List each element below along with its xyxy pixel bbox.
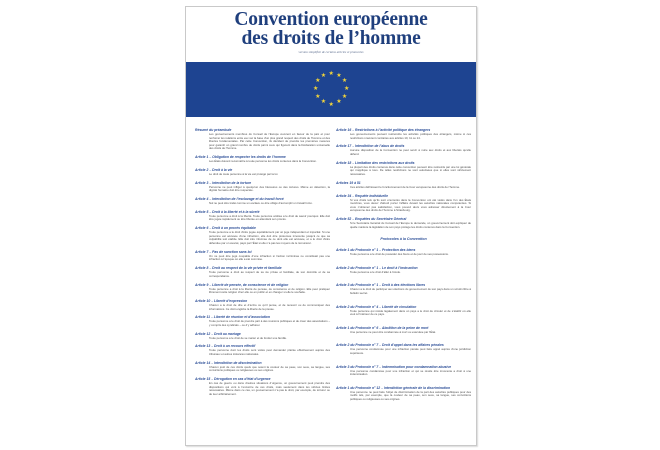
article-section bbox=[336, 144, 471, 156]
star-icon: ★ bbox=[315, 93, 321, 100]
article-heading: Article 14 – Interdiction de discrimination bbox=[195, 360, 262, 365]
article-section bbox=[195, 266, 330, 278]
article-text: Toute personne dont les droits sont violés peut demander plainte effectivement auprès des tribunaux et autres instances nationales. bbox=[209, 348, 330, 357]
article-heading: Article 1 du Protocole n° 1 – Protection des biens bbox=[336, 248, 416, 253]
article-text: On ne peut être jugé coupable d’une infraction si l’action incriminée ne constituait pas une infraction à l’époque où elle a été commise. bbox=[209, 253, 330, 262]
article-text: Ces articles définissent le fonctionnement de la Cour européenne des droits de l’homme. bbox=[350, 184, 460, 189]
article-heading: Article 3 du Protocole n° 1 – Droit à des élections libres bbox=[336, 283, 426, 288]
protocols-heading: Protocoles à la Convention bbox=[380, 237, 427, 242]
article-section bbox=[336, 266, 471, 275]
article-text: Les gouvernements membres du Conseil de l’Europe œuvrent en faveur de la paix et pour renforcer les relations entre eux sur la base d’un plus grand respect des droits de l’homme et des libertés fondamentales. Par cette Convention, ils décident de prendre les premières mesures pour garantir un grand nombre de droits parmi ceux qui figurent dans la Déclaration universelle des droits de l’homme. bbox=[209, 132, 330, 151]
article-section bbox=[195, 250, 330, 262]
article-heading: Résumé du préambule bbox=[195, 128, 232, 132]
article-text: Toute personne a le droit d’être jugée équitablement par un juge indépendant et impartial. Si une personne est accusée d’une infraction, elle doit être présumée innocente jusqu’à ce que sa culpabilité soit établie. Elle doit être informée de ce dont elle est accusée, et a le droit d’être défendue par un avocat, payé par l’État si elle n’a pas les moyens de le rémunérer. bbox=[209, 230, 330, 246]
article-text: Toute personne a droit à la liberté de pensée, de conscience et de religion. Elle peut pratiquer librement cette religion chez elle ou en public et en changer si elle le souhaite. bbox=[209, 286, 330, 295]
left-column bbox=[195, 128, 330, 401]
article-section bbox=[336, 217, 471, 229]
article-section bbox=[195, 197, 330, 206]
star-icon: ★ bbox=[344, 86, 350, 92]
article-text: Chacun a le droit de dire et d’écrire ce qu’il pense, et de recevoir ou de communiquer des informations. Ce droit englobe la liberté de la presse. bbox=[209, 302, 330, 311]
article-section bbox=[195, 361, 330, 373]
article-heading: Article 18 – Limitation des restrictions aux droits bbox=[336, 160, 415, 165]
article-text: Une personne condamnée pour une infraction pénale peut faire appel auprès d’une juridiction supérieure. bbox=[350, 347, 471, 355]
article-section bbox=[336, 343, 471, 355]
article-heading: Article 1 – Obligation de respecter les droits de l’homme bbox=[195, 155, 286, 160]
article-heading: Article 2 du Protocole n° 7 – Droit d’appel dans les affaires pénales bbox=[336, 343, 444, 348]
article-section bbox=[195, 377, 330, 396]
article-heading: Article 5 – Droit à la liberté et à la sûreté bbox=[195, 209, 260, 214]
article-section bbox=[195, 299, 330, 311]
article-heading: Article 6 – Droit à un procès équitable bbox=[195, 226, 256, 231]
article-section bbox=[195, 155, 330, 164]
article-text: Les États doivent reconnaître à toute personne les droits contenus dans la Convention. bbox=[209, 159, 317, 164]
article-heading: Article 13 – Droit à un recours effectif bbox=[195, 344, 256, 349]
article-heading: Article 1 du Protocole n° 12 – Interdiction générale de la discrimination bbox=[336, 385, 451, 390]
article-text: Toute personne a droit au respect de sa vie privée et familiale, de son domicile et de sa correspondance. bbox=[209, 270, 330, 278]
article-heading: Articles 19 à 51 bbox=[336, 180, 361, 185]
title-line-1: Convention européenne bbox=[234, 9, 428, 30]
article-text: Toute personne a droit à la liberté. Toute personne arrêtée a le droit de savoir pourquoi. Elle doit être jugée rapidement ou être libérée en attendant son procès. bbox=[209, 213, 330, 222]
european-flag bbox=[186, 62, 476, 117]
article-section bbox=[336, 128, 471, 140]
article-text: Toute personne qui réside légalement dans un pays a le droit de circuler et de s’établir où elle veut à l’intérieur de ce pays. bbox=[350, 308, 471, 317]
article-text: Chacun a le droit de participer aux élections du gouvernement de son pays dans un scrutin libre à bulletin secret. bbox=[350, 287, 471, 296]
star-icon: ★ bbox=[320, 99, 327, 106]
article-heading: Article 4 – Interdiction de l’esclavage et du travail forcé bbox=[195, 197, 284, 202]
article-section bbox=[195, 226, 330, 245]
article-text: La plupart des droits contenus dans cette convention peuvent être restreints par une loi générale qui s’applique à tous. De telles restrictions ne sont autorisées que si elles sont strictement nécessaires. bbox=[350, 164, 471, 176]
article-section bbox=[195, 344, 330, 356]
star-icon: ★ bbox=[315, 78, 321, 85]
star-icon: ★ bbox=[341, 78, 348, 85]
star-icon: ★ bbox=[336, 72, 342, 79]
article-heading: Article 9 – Liberté de pensée, de conscience et de religion bbox=[195, 282, 289, 287]
article-heading: Article 3 du Protocole n° 7 – Indemnisation pour condamnation abusive bbox=[336, 364, 452, 369]
article-text: Nul ne peut être traité comme un esclave ou être obligé d’accomplir un travail forcé. bbox=[209, 201, 313, 206]
article-heading: Article 10 – Liberté d’expression bbox=[195, 298, 248, 303]
article-text: Une personne ne peut faire l’objet de discrimination de la part des autorités publiques pour des motifs tels, par exemple, que la couleur de sa peau, son sexe, sa langue, ses convictions politiques ou religieuses ou ses origines. bbox=[350, 389, 471, 401]
article-heading: Article 16 – Restrictions à l’activité politique des étrangers bbox=[336, 128, 431, 132]
star-icon: ★ bbox=[328, 70, 334, 77]
article-heading: Article 52 – Enquêtes du Secrétaire Général bbox=[336, 217, 407, 222]
article-heading: Article 2 – Droit à la vie bbox=[195, 167, 233, 172]
poster-title bbox=[186, 10, 476, 48]
article-heading: Article 7 – Pas de sanction sans loi bbox=[195, 249, 252, 254]
title-line-2: des droits de l’homme bbox=[241, 28, 421, 49]
poster-subtitle: version simplifiée de certains articles et protocoles bbox=[298, 50, 364, 54]
article-heading: Article 15 – Dérogation en cas d’état d’urgence bbox=[195, 377, 271, 382]
article-text: Si le Secrétaire Général du Conseil de l’Europe le demande, un gouvernement doit expliquer de quelle manière la législation de son pays protège les droits contenus dans la Convention. bbox=[350, 221, 471, 229]
article-heading: Article 2 du Protocole n° 1 – Le droit à l’instruction bbox=[336, 265, 418, 270]
article-heading: Article 3 – Interdiction de la torture bbox=[195, 180, 252, 185]
article-text: Toute personne a le droit de posséder des biens et de jouir de ses possessions. bbox=[350, 252, 449, 257]
article-section bbox=[195, 128, 330, 151]
article-heading: Article 1 du Protocole n° 6 – Abolition de la peine de mort bbox=[336, 325, 429, 330]
article-text: Si vos droits tels qu’ils sont énumérés dans la Convention ont été violés dans l’un des États membres, vous devez d’abord porter l’affaire devant les autorités nationales compétentes. Si vous n’obtenez pas satisfaction, vous pouvez alors vous adresser directement à la Cour européenne des droits de l’homme à Strasbourg. bbox=[350, 197, 471, 213]
article-text: Une personne condamnée pour une infraction et qui se révèle être innocente a droit à une indemnisation. bbox=[350, 368, 471, 377]
article-heading: Article 11 – Liberté de réunion et d’association bbox=[195, 315, 270, 320]
star-icon: ★ bbox=[341, 93, 348, 100]
article-text: Le droit de toute personne à la vie est protégé par la loi. bbox=[209, 171, 279, 176]
star-icon: ★ bbox=[328, 101, 334, 108]
article-text: Une personne ne peut être condamnée à mort ou exécutée par l’État. bbox=[350, 329, 436, 334]
article-text: Toute personne a le droit de se marier et de fonder une famille. bbox=[209, 335, 287, 340]
article-section bbox=[336, 283, 471, 295]
article-section bbox=[336, 181, 471, 190]
article-text: Toute personne a le droit d’aller à l’école. bbox=[350, 269, 401, 274]
article-heading: Article 17 – Interdiction de l’abus de droits bbox=[336, 144, 405, 149]
star-icon: ★ bbox=[313, 86, 319, 92]
article-text: En cas de guerre ou dans d’autres situations d’urgence, un gouvernement peut prendre des dispositions qui vont à l’encontre de ces droits, mais seulement dans les strictes limites nécessaires. Même dans ce cas, un gouvernement n’a pas le droit, par exemple, de torturer ou de tuer arbitrairement. bbox=[209, 381, 330, 396]
article-section bbox=[336, 194, 471, 213]
article-heading: Article 34 – Requête individuelle bbox=[336, 193, 389, 198]
article-heading: Article 2 du Protocole n° 4 – Liberté de circulation bbox=[336, 304, 417, 309]
article-section bbox=[336, 161, 471, 177]
article-section bbox=[336, 326, 471, 335]
article-text: Aucune disposition de la Convention ne peut servir à nuire aux droits et aux libertés qu’elle défend. bbox=[350, 148, 471, 156]
article-section bbox=[195, 332, 330, 341]
article-section bbox=[336, 305, 471, 317]
article-text: Chacun jouit de ces droits quels que soient la couleur de sa peau, son sexe, sa langue, ses convictions politiques ou religieuses ou ses origines. bbox=[209, 364, 330, 373]
article-section bbox=[336, 386, 471, 402]
article-text: Toute personne a le droit de prendre part à des réunions publiques et de créer des associations – y compris des syndicats – ou d’y adhérer. bbox=[209, 319, 330, 327]
article-text: Les gouvernements peuvent restreindre les activités politiques des étrangers, même si ces restrictions s’avèrent contraires aux articles 10, 11 ou 14. bbox=[350, 132, 471, 140]
article-text: Personne ne peut infliger à quelqu’un des blessures ou des tortures. Même en détention, la dignité humaine doit être respectée. bbox=[209, 184, 330, 193]
right-column bbox=[336, 128, 471, 411]
star-circle bbox=[311, 70, 351, 110]
article-heading: Article 8 – Droit au respect de la vie privée et familiale bbox=[195, 266, 282, 271]
article-section bbox=[195, 168, 330, 177]
poster bbox=[185, 6, 477, 446]
article-heading: Article 12 – Droit au mariage bbox=[195, 331, 241, 336]
article-section bbox=[195, 181, 330, 193]
article-section bbox=[336, 365, 471, 377]
article-section bbox=[336, 248, 471, 257]
star-icon: ★ bbox=[336, 99, 342, 106]
article-section bbox=[195, 283, 330, 295]
star-icon: ★ bbox=[320, 72, 327, 79]
article-section bbox=[195, 210, 330, 222]
article-section bbox=[195, 315, 330, 327]
